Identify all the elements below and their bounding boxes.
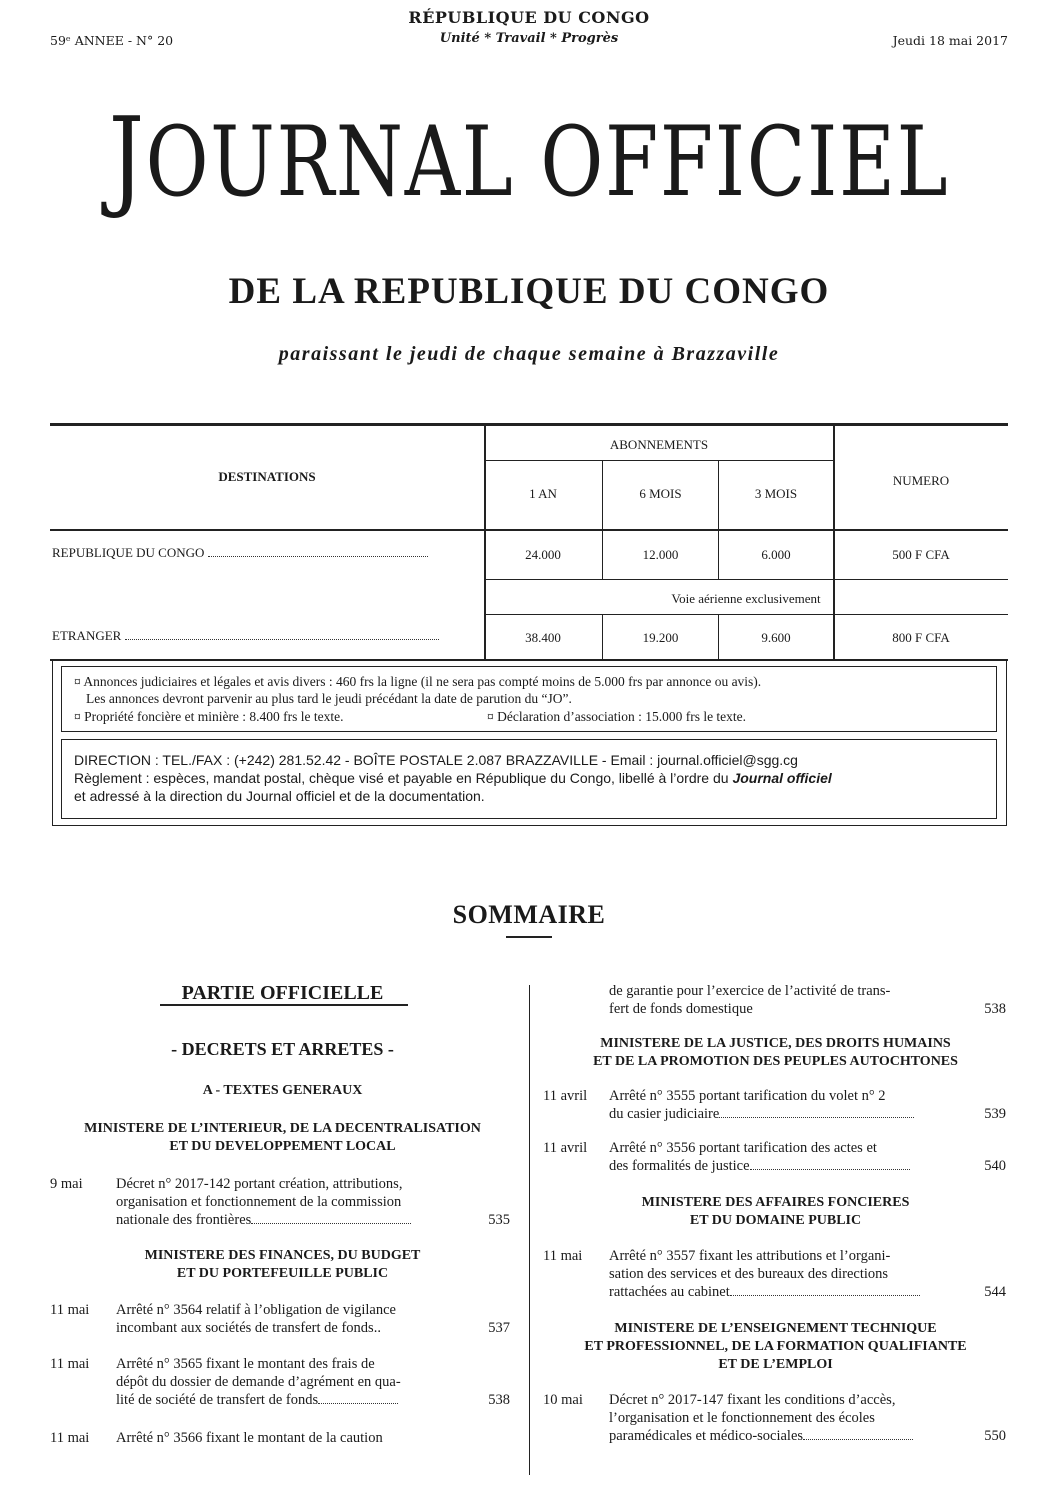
abonnements-header: ABONNEMENTS — [609, 437, 709, 452]
entry-line-text: des formalités de justice — [609, 1158, 750, 1174]
entry-page: 544 — [984, 1284, 1006, 1300]
entry-line — [609, 1000, 989, 1018]
table-rule — [484, 614, 1008, 615]
dest-label: ETRANGER — [52, 628, 122, 643]
entry-line-text: rattachées au cabinet — [609, 1284, 730, 1300]
ministry-line: MINISTERE DE L’INTERIEUR, DE LA DECENTRALISATION — [84, 1121, 481, 1136]
ministry-line: ET PROFESSIONNEL, DE LA FORMATION QUALIFIANTE — [584, 1339, 967, 1354]
sommaire-entry[interactable] — [543, 1139, 1008, 1177]
table-header-rule — [50, 529, 1008, 531]
numero-header: NUMERO — [892, 473, 950, 488]
ministry-line: MINISTERE DE L’ENSEIGNEMENT TECHNIQUE — [614, 1321, 937, 1336]
direction-line — [74, 770, 832, 787]
numero-price: 500 F CFA — [892, 547, 950, 562]
entry-page: 550 — [984, 1428, 1006, 1444]
entry-page: 538 — [984, 1001, 1006, 1017]
entry-line: Arrêté n° 3565 fixant le montant des frais de — [116, 1356, 375, 1372]
entry-page: 537 — [488, 1320, 510, 1336]
direction-journal-name: Journal officiel — [732, 770, 832, 786]
title-rest: OURNAL OFFICIEL — [145, 106, 950, 218]
ministry-line: ET DU PORTEFEUILLE PUBLIC — [176, 1266, 389, 1281]
journal-subtitle: DE LA REPUBLIQUE DU CONGO — [228, 271, 830, 312]
issue-date: Jeudi 18 mai 2017 — [892, 33, 1008, 48]
entry-page: 535 — [488, 1212, 510, 1228]
sommaire-entry[interactable] — [543, 1087, 1008, 1125]
entry-page: 538 — [488, 1392, 510, 1408]
table-top-rule — [50, 423, 1008, 426]
entry-date: 11 mai — [50, 1430, 90, 1446]
sommaire-entry[interactable] — [50, 1175, 515, 1231]
entry-line: de garantie pour l’exercice de l’activité de trans- — [609, 983, 891, 999]
entry-line: l’organisation et le fonctionnement des écoles — [609, 1410, 875, 1426]
ministry-line: MINISTERE DE LA JUSTICE, DES DROITS HUMAINS — [600, 1036, 951, 1051]
entry-date: 11 avril — [543, 1088, 588, 1104]
entry-line: Arrêté n° 3564 relatif à l’obligation de vigilance — [116, 1302, 396, 1318]
ministry-line: MINISTERE DES AFFAIRES FONCIERES — [641, 1195, 910, 1210]
entry-line: Arrêté n° 3555 portant tarification du volet n° 2 — [609, 1088, 886, 1104]
entry-line: sation des services et des bureaux des directions — [609, 1266, 889, 1282]
price-cell: 38.400 — [525, 630, 561, 645]
journal-title — [106, 93, 952, 221]
sommaire-entry[interactable] — [543, 1391, 1008, 1447]
entry-page: 540 — [984, 1158, 1006, 1174]
entry-date: 11 mai — [50, 1302, 90, 1318]
ministry-heading — [543, 1320, 1008, 1374]
journal-tagline: paraissant le jeudi de chaque semaine à Brazzaville — [278, 343, 780, 365]
entry-line-text: nationale des frontières — [116, 1212, 252, 1228]
col-1-an: 1 AN — [529, 486, 557, 501]
entry-line-text: lité de société de transfert de fonds — [116, 1392, 319, 1408]
ministry-heading — [50, 1120, 515, 1156]
col-6-mois: 6 MOIS — [639, 486, 682, 501]
notice-line: ¤ Annonces judiciaires et légales et avis divers : 460 frs la ligne (il ne sera pas compté moins de 5.000 frs par annonce ou avis). — [74, 674, 762, 689]
ministry-heading — [50, 1247, 515, 1283]
title-initial: J — [108, 93, 146, 221]
entry-line-text: paramédicales et médico-sociales — [609, 1428, 804, 1444]
sommaire-entry[interactable] — [543, 1247, 1008, 1303]
entry-line — [609, 1105, 989, 1123]
sommaire-entry[interactable] — [50, 1355, 515, 1411]
entry-line: Arrêté n° 3566 fixant le montant de la caution — [116, 1430, 383, 1446]
dest-congo — [52, 545, 428, 561]
sommaire-title: SOMMAIRE — [452, 900, 606, 929]
entry-line — [116, 1211, 506, 1229]
entry-line: Arrêté n° 3557 fixant les attributions et l’organi- — [609, 1248, 891, 1264]
notice-line: ¤ Déclaration d’association : 15.000 frs le texte. — [487, 709, 747, 724]
price-cell: 6.000 — [761, 547, 791, 562]
entry-line — [609, 1157, 989, 1175]
entry-date: 11 avril — [543, 1140, 588, 1156]
entry-line-text: fert de fonds domestique — [609, 1001, 753, 1017]
ministry-heading — [543, 1194, 1008, 1230]
entry-line: organisation et fonctionnement de la commission — [116, 1194, 402, 1210]
ministry-line: ET DU DOMAINE PUBLIC — [689, 1213, 862, 1228]
price-cell: 9.600 — [761, 630, 791, 645]
entry-line: dépôt du dossier de demande d’agrément en qua- — [116, 1374, 401, 1390]
entry-line: incombant aux sociétés de transfert de fonds.. — [116, 1320, 381, 1336]
notice-line: ¤ Propriété foncière et minière : 8.400 frs le texte. — [74, 709, 344, 724]
column-divider — [529, 985, 530, 1475]
notice-line: Les annonces devront parvenir au plus tard le jeudi précédant la date de parution du “JO”. — [86, 691, 572, 706]
entry-date: 11 mai — [543, 1248, 583, 1264]
entry-date: 9 mai — [50, 1176, 83, 1192]
partie-officielle: PARTIE OFFICIELLE — [181, 982, 384, 1004]
table-vline — [833, 426, 835, 660]
table-rule — [484, 460, 834, 461]
entry-line — [609, 1283, 989, 1301]
entry-line-text: du casier judiciaire — [609, 1106, 720, 1122]
header-republic: RÉPUBLIQUE DU CONGO — [408, 8, 650, 27]
textes-generaux-heading: A - TEXTES GENERAUX — [202, 1083, 363, 1098]
direction-line: DIRECTION : TEL./FAX : (+242) 281.52.42 - BOÎTE POSTALE 2.087 BRAZZAVILLE - Email : journal.officiel@sgg.cg — [74, 752, 798, 768]
direction-line: et adressé à la direction du Journal officiel et de la documentation. — [74, 788, 485, 804]
direction-text: Règlement : espèces, mandat postal, chèque visé et payable en République du Congo, libellé à l’ordre du — [74, 770, 733, 786]
sommaire-underline — [506, 936, 552, 938]
entry-line: Arrêté n° 3556 portant tarification des actes et — [609, 1140, 877, 1156]
entry-date: 10 mai — [543, 1392, 583, 1408]
table-rule — [484, 579, 1008, 580]
ministry-line: MINISTERE DES FINANCES, DU BUDGET — [144, 1248, 421, 1263]
ministry-line: ET DU DEVELOPPEMENT LOCAL — [169, 1139, 396, 1154]
sommaire-entry[interactable] — [50, 1301, 515, 1339]
entry-line: Décret n° 2017-147 fixant les conditions d’accès, — [609, 1392, 896, 1408]
destinations-header: DESTINATIONS — [218, 469, 316, 484]
price-cell: 24.000 — [525, 547, 561, 562]
air-note: Voie aérienne exclusivement — [671, 591, 821, 606]
entry-page: 539 — [984, 1106, 1006, 1122]
entry-line: Décret n° 2017-142 portant création, attributions, — [116, 1176, 403, 1192]
partie-underline — [160, 1004, 408, 1006]
entry-line — [609, 1427, 989, 1445]
numero-price: 800 F CFA — [892, 630, 950, 645]
entry-date: 11 mai — [50, 1356, 90, 1372]
col-3-mois: 3 MOIS — [754, 486, 798, 501]
table-vline — [484, 426, 486, 660]
ministry-line: ET DE LA PROMOTION DES PEUPLES AUTOCHTONES — [593, 1054, 958, 1069]
dest-label: REPUBLIQUE DU CONGO — [52, 545, 205, 560]
ministry-heading — [543, 1035, 1008, 1071]
issue-number: 59ᵉ ANNEE - N° 20 — [50, 33, 174, 48]
price-cell: 19.200 — [642, 630, 679, 645]
sommaire-entry[interactable] — [543, 982, 1008, 1020]
ministry-line: ET DE L’EMPLOI — [718, 1357, 833, 1372]
price-cell: 12.000 — [642, 547, 679, 562]
sommaire-entry[interactable] — [50, 1429, 515, 1449]
entry-line — [116, 1391, 506, 1409]
dest-etranger — [52, 628, 439, 644]
header-motto: Unité * Travail * Progrès — [439, 31, 619, 46]
decrets-heading: - DECRETS ET ARRETES - — [171, 1039, 394, 1059]
